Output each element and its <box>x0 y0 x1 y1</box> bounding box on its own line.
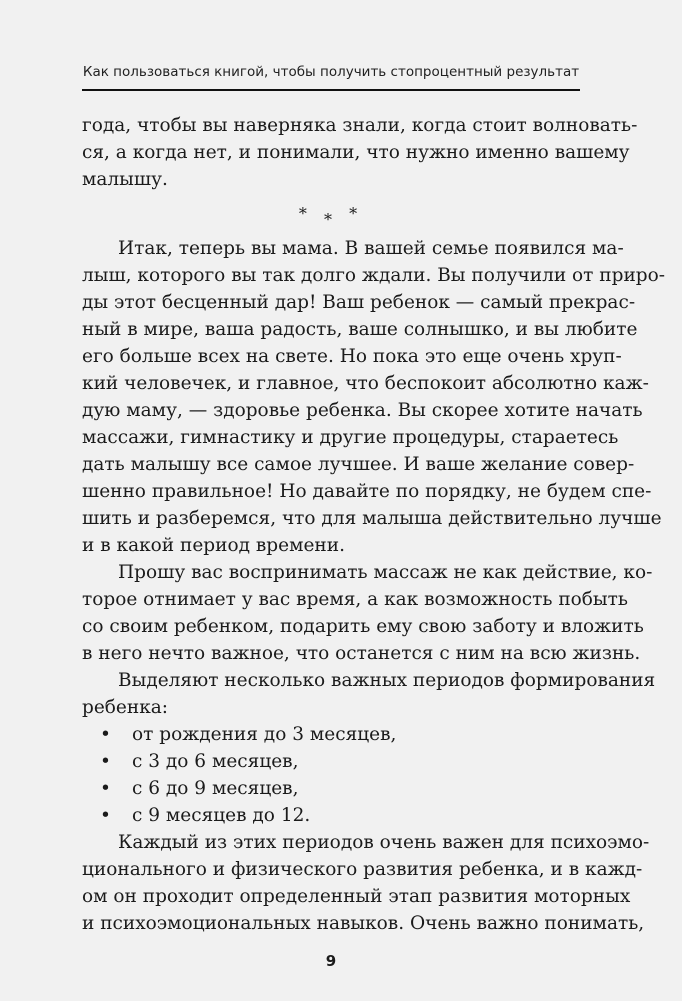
bullet-marker: • <box>100 805 111 826</box>
bullet-marker: • <box>100 778 111 799</box>
list-item-text: от рождения до 3 месяцев, <box>132 724 397 745</box>
text-line: и в какой период времени. <box>82 535 345 556</box>
separator-star: * <box>298 204 313 223</box>
text-line: Прошу вас воспринимать массаж не как действие, ко- <box>118 562 653 583</box>
section-separator <box>82 204 580 229</box>
page-number: 9 <box>325 952 337 970</box>
text-line: кий человечек, и главное, что беспокоит абсолютно каж- <box>82 373 649 394</box>
text-line: его больше всех на свете. Но пока это еще очень хруп- <box>82 346 622 367</box>
text-line: ный в мире, ваша радость, ваше солнышко, и вы любите <box>82 319 638 340</box>
text-line: и психоэмоциональных навыков. Очень важно понимать, <box>82 913 645 934</box>
text-line: со своим ребенком, подарить ему свою заботу и вложить <box>82 616 644 637</box>
bullet-marker: • <box>100 724 111 745</box>
separator-star: * <box>324 210 338 229</box>
text-line: дать малышу все самое лучшее. И ваше желание совер- <box>82 454 635 475</box>
text-line: Итак, теперь вы мама. В вашей семье появился ма- <box>118 238 624 259</box>
text-line: ом он проходит определенный этап развития моторных <box>82 886 631 907</box>
list-item-text: с 3 до 6 месяцев, <box>132 751 299 772</box>
running-header: Как пользоваться книгой, чтобы получить стопроцентный результат <box>82 64 580 80</box>
text-line: года, чтобы вы наверняка знали, когда стоит волновать- <box>82 115 638 136</box>
list-item <box>100 748 580 775</box>
list-item <box>100 775 580 802</box>
text-line: дую маму, — здоровье ребенка. Вы скорее хотите начать <box>82 400 643 421</box>
list-item-text: с 9 месяцев до 12. <box>132 805 311 826</box>
bullet-marker: • <box>100 751 111 772</box>
text-line: торое отнимает у вас время, а как возможность побыть <box>82 589 628 610</box>
text-line: шенно правильное! Но давайте по порядку, не будем спе- <box>82 481 652 502</box>
list-item-text: с 6 до 9 месяцев, <box>132 778 299 799</box>
text-line: в него нечто важное, что останется с ним на всю жизнь. <box>82 643 641 664</box>
list-item <box>100 721 580 748</box>
text-line: малышу. <box>82 169 168 190</box>
text-line: Выделяют несколько важных периодов формирования <box>118 670 656 691</box>
text-line: Каждый из этих периодов очень важен для психоэмо- <box>118 832 650 853</box>
text-line: массажи, гимнастику и другие процедуры, стараетесь <box>82 427 619 448</box>
text-line: ребенка: <box>82 697 169 718</box>
text-line: ды этот бесценный дар! Ваш ребенок — самый прекрас- <box>82 292 636 313</box>
text-line: ционального и физического развития ребенка, и в кажд- <box>82 859 643 880</box>
text-line: шить и разберемся, что для малыша действительно лучше <box>82 508 662 529</box>
text-line: ся, а когда нет, и понимали, что нужно именно вашему <box>82 142 630 163</box>
list-item <box>100 802 580 829</box>
separator-star: * <box>349 204 364 223</box>
text-line: лыш, которого вы так долго ждали. Вы получили от приро- <box>82 265 666 286</box>
header-rule <box>82 89 580 91</box>
